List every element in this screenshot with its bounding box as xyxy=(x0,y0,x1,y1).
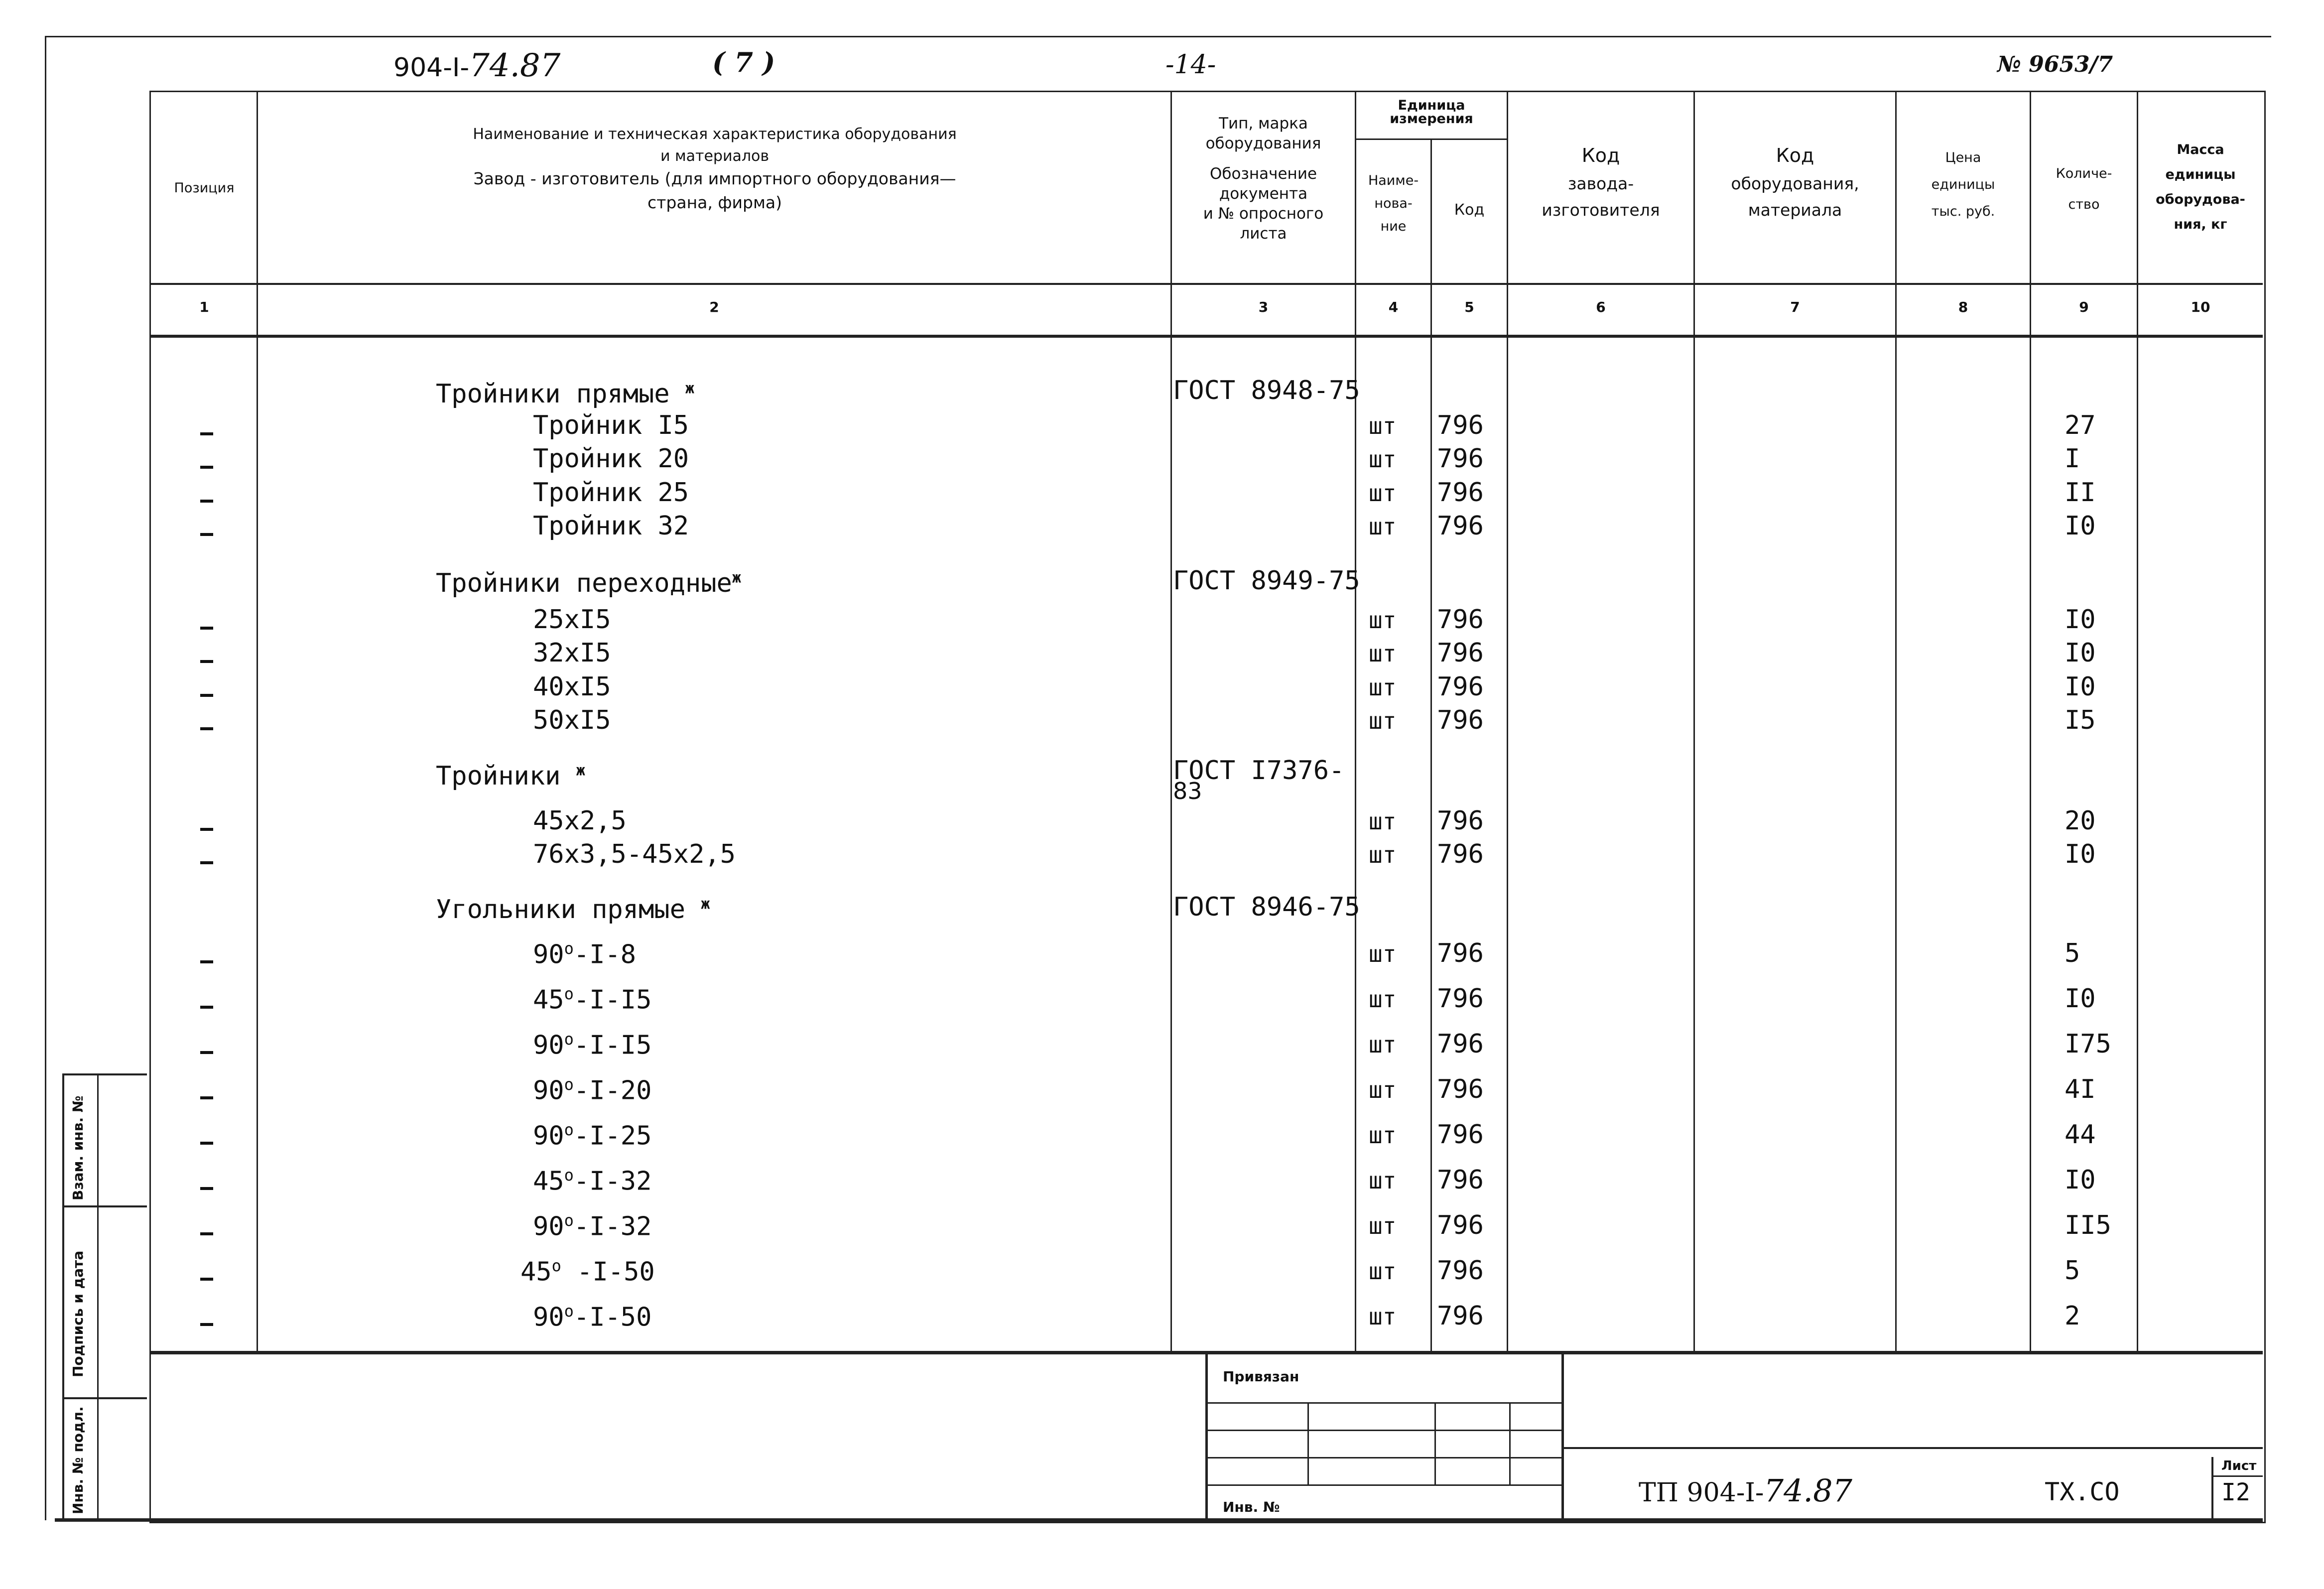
item-unit-code: 796 xyxy=(1437,984,1484,1014)
sheet-label: Лист xyxy=(2221,1458,2257,1473)
gost-reference: ГОСТ 8946-75 xyxy=(1173,892,1360,922)
item-unit: шт xyxy=(1369,607,1397,634)
item-quantity: I0 xyxy=(2065,984,2096,1014)
item-name: 40xI5 xyxy=(533,672,611,702)
item-name: 90$^o$-I-25 xyxy=(533,1120,652,1151)
col-number-9: 9 xyxy=(2079,299,2089,315)
item-unit: шт xyxy=(1369,841,1397,868)
signature-date-label: Подпись и дата xyxy=(70,1250,86,1377)
col-number-1: 1 xyxy=(199,299,209,315)
item-unit-code: 796 xyxy=(1437,839,1484,869)
item-unit-code: 796 xyxy=(1437,511,1484,541)
item-name: Тройник 25 xyxy=(533,478,689,508)
item-name: 45$^o$-I-32 xyxy=(533,1166,652,1196)
item-unit: шт xyxy=(1369,940,1397,967)
gost-reference: ГОСТ 8949-75 xyxy=(1173,566,1360,596)
col-number-8: 8 xyxy=(1958,299,1968,315)
item-name: 45$^o$ -I-50 xyxy=(520,1256,655,1287)
item-quantity: 2 xyxy=(2065,1301,2080,1331)
item-quantity: 4I xyxy=(2065,1074,2096,1104)
col-header-mass: Масса единицы оборудова- ния, кг xyxy=(2156,142,2245,232)
col-header-type: Тип, марка оборудования Обозначение документа и № опросного листа xyxy=(1203,115,1324,243)
item-quantity: I0 xyxy=(2065,605,2096,635)
item-unit-code: 796 xyxy=(1437,478,1484,508)
item-name: Тройник I5 xyxy=(533,410,689,440)
item-unit-code: 796 xyxy=(1437,672,1484,702)
sheet-number: I2 xyxy=(2221,1478,2250,1506)
group-title: Тройники переходные$^ж$ xyxy=(436,568,741,598)
item-name: 45x2,5 xyxy=(533,806,627,836)
col-header-equipment-code: Код оборудования, материала xyxy=(1731,144,1859,220)
sheet-registration-number: № 9653/7 xyxy=(1997,52,2113,77)
doc-code: 904-I-74.87 xyxy=(393,47,561,84)
bound-label: Привязан xyxy=(1223,1368,1299,1385)
item-unit: шт xyxy=(1369,412,1397,439)
item-unit-code: 796 xyxy=(1437,1165,1484,1195)
col-number-5: 5 xyxy=(1464,299,1474,315)
item-unit-code: 796 xyxy=(1437,1256,1484,1286)
col-number-7: 7 xyxy=(1790,299,1800,315)
gost-reference: ГОСТ 8948-75 xyxy=(1173,376,1360,405)
item-name: 90$^o$-I-8 xyxy=(533,939,637,970)
item-unit: шт xyxy=(1369,1167,1397,1194)
col-header-plant-code: Код завода- изготовителя xyxy=(1542,144,1660,220)
item-name: 32xI5 xyxy=(533,638,611,668)
col-header-unit-group: Единица измерения xyxy=(1390,98,1473,127)
item-quantity: I0 xyxy=(2065,1165,2096,1195)
item-unit: шт xyxy=(1369,1212,1397,1239)
item-quantity: I xyxy=(2065,444,2080,474)
col-number-4: 4 xyxy=(1388,299,1399,315)
group-title: Тройники прямые $^ж$ xyxy=(436,379,694,409)
item-unit-code: 796 xyxy=(1437,444,1484,474)
col-number-2: 2 xyxy=(709,299,719,315)
item-name: Тройник 20 xyxy=(533,444,689,474)
col-header-position: Позиция xyxy=(174,180,235,196)
item-unit-code: 796 xyxy=(1437,1301,1484,1331)
item-unit-code: 796 xyxy=(1437,638,1484,668)
replacement-inventory-label: Взам. инв. № xyxy=(70,1095,86,1200)
item-name: 90$^o$-I-20 xyxy=(533,1075,652,1106)
item-name: 45$^o$-I-I5 xyxy=(533,984,652,1015)
item-unit: шт xyxy=(1369,640,1397,667)
item-name: 25xI5 xyxy=(533,605,611,635)
col-number-6: 6 xyxy=(1596,299,1606,315)
item-unit: шт xyxy=(1369,1303,1397,1330)
item-name: 90$^o$-I-32 xyxy=(533,1211,652,1242)
item-quantity: II5 xyxy=(2065,1210,2111,1240)
project-code: ТП 904-I-74.87 xyxy=(1639,1472,1852,1509)
item-unit: шт xyxy=(1369,1076,1397,1103)
item-unit-code: 796 xyxy=(1437,806,1484,836)
group-title: Тройники $^ж$ xyxy=(436,761,585,791)
item-quantity: 27 xyxy=(2065,410,2096,440)
page-number: -14- xyxy=(1165,50,1216,80)
item-unit: шт xyxy=(1369,674,1397,701)
item-quantity: 5 xyxy=(2065,1256,2080,1286)
col-number-3: 3 xyxy=(1258,299,1269,315)
document-series: ТХ.СО xyxy=(2045,1477,2120,1506)
item-unit: шт xyxy=(1369,480,1397,507)
item-name: 76x3,5-45x2,5 xyxy=(533,839,736,869)
col-header-quantity: Количе- ство xyxy=(2056,166,2112,213)
col-header-unit-name: Наиме- нова- ние xyxy=(1368,173,1419,234)
item-unit-code: 796 xyxy=(1437,705,1484,735)
item-unit: шт xyxy=(1369,446,1397,473)
item-name: 90$^o$-I-50 xyxy=(533,1302,652,1332)
gost-reference: ГОСТ I7376- 83 xyxy=(1173,756,1345,805)
item-name: 50xI5 xyxy=(533,705,611,735)
col-header-price: Цена единицы тыс. руб. xyxy=(1931,150,1995,219)
col-header-name: Наименование и техническая характеристика оборудования и материалов Завод - изготовитель (для импортного оборудования— страна, фирма) xyxy=(473,126,957,212)
item-unit: шт xyxy=(1369,1258,1397,1285)
original-inventory-label: Инв. № подл. xyxy=(70,1406,86,1514)
item-name: 90$^o$-I-I5 xyxy=(533,1030,652,1060)
col-number-10: 10 xyxy=(2191,299,2210,315)
item-unit-code: 796 xyxy=(1437,410,1484,440)
group-title: Угольники прямые $^ж$ xyxy=(436,895,710,925)
item-unit: шт xyxy=(1369,1031,1397,1058)
item-quantity: I5 xyxy=(2065,705,2096,735)
item-unit-code: 796 xyxy=(1437,938,1484,968)
inventory-number-label: Инв. № xyxy=(1223,1499,1280,1515)
item-unit: шт xyxy=(1369,808,1397,835)
item-quantity: I0 xyxy=(2065,638,2096,668)
item-unit-code: 796 xyxy=(1437,605,1484,635)
item-name: Тройник 32 xyxy=(533,511,689,541)
item-quantity: 20 xyxy=(2065,806,2096,836)
item-unit-code: 796 xyxy=(1437,1074,1484,1104)
item-unit-code: 796 xyxy=(1437,1210,1484,1240)
item-quantity: I0 xyxy=(2065,511,2096,541)
item-unit-code: 796 xyxy=(1437,1120,1484,1150)
item-quantity: 5 xyxy=(2065,938,2080,968)
item-unit: шт xyxy=(1369,513,1397,540)
item-unit: шт xyxy=(1369,986,1397,1013)
item-unit-code: 796 xyxy=(1437,1029,1484,1059)
item-unit: шт xyxy=(1369,707,1397,734)
item-quantity: I75 xyxy=(2065,1029,2111,1059)
item-quantity: I0 xyxy=(2065,839,2096,869)
issue-number: ( 7 ) xyxy=(712,46,775,78)
item-quantity: II xyxy=(2065,478,2096,508)
item-quantity: I0 xyxy=(2065,672,2096,702)
col-header-unit-code: Код xyxy=(1454,201,1485,219)
item-unit: шт xyxy=(1369,1122,1397,1149)
item-quantity: 44 xyxy=(2065,1120,2096,1150)
